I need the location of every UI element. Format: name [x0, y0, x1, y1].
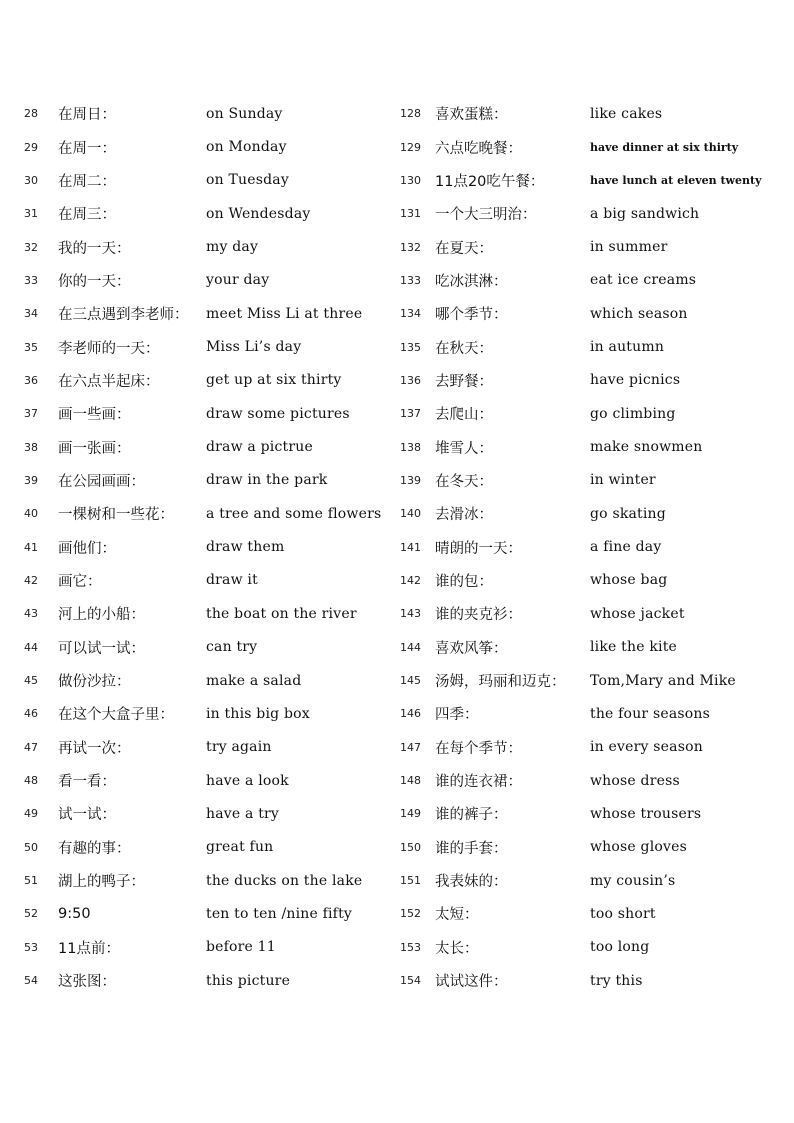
vocab-row	[400, 897, 780, 930]
left-vocabulary-column	[24, 97, 394, 997]
item-number: 149	[400, 807, 421, 821]
chinese-phrase: 这张图：	[58, 974, 116, 991]
english-phrase: my day	[206, 239, 259, 256]
vocab-row	[24, 631, 394, 664]
english-phrase: try this	[590, 972, 643, 989]
chinese-phrase: 在周三：	[58, 207, 116, 224]
vocab-row	[24, 197, 394, 230]
chinese-phrase: 在周一：	[58, 140, 116, 157]
vocab-row	[24, 97, 394, 130]
vocab-row	[24, 864, 394, 897]
item-number: 35	[24, 340, 38, 354]
english-phrase: go climbing	[590, 405, 676, 422]
vocab-row	[24, 130, 394, 163]
english-phrase: Miss Li’s day	[206, 339, 302, 356]
vocab-row	[400, 297, 780, 330]
vocab-row	[400, 530, 780, 563]
item-number: 128	[400, 107, 421, 121]
item-number: 150	[400, 840, 421, 854]
english-phrase: make snowmen	[590, 439, 703, 456]
vocab-row	[24, 530, 394, 563]
vocab-row	[24, 964, 394, 997]
vocab-row	[24, 764, 394, 797]
english-phrase: whose jacket	[590, 605, 685, 622]
english-phrase: whose dress	[590, 772, 680, 789]
item-number: 139	[400, 473, 421, 487]
chinese-phrase: 在三点遇到李老师：	[58, 307, 189, 324]
chinese-phrase: 在冬天：	[435, 473, 493, 490]
vocab-row	[400, 197, 780, 230]
item-number: 49	[24, 807, 38, 821]
vocab-row	[400, 731, 780, 764]
vocab-row	[400, 597, 780, 630]
vocab-row	[24, 731, 394, 764]
item-number: 41	[24, 540, 38, 554]
chinese-phrase: 四季：	[435, 707, 479, 724]
chinese-phrase: 谁的连衣裙：	[435, 774, 522, 791]
vocab-row	[24, 264, 394, 297]
item-number: 140	[400, 507, 421, 521]
item-number: 45	[24, 674, 38, 688]
vocab-row	[24, 664, 394, 697]
item-number: 47	[24, 740, 38, 754]
item-number: 134	[400, 307, 421, 321]
english-phrase: have a look	[206, 772, 289, 789]
chinese-phrase: 9:50	[58, 905, 91, 922]
vocab-row	[24, 164, 394, 197]
chinese-phrase: 李老师的一天：	[58, 340, 160, 357]
vocab-row	[24, 697, 394, 730]
item-number: 129	[400, 140, 421, 154]
english-phrase: get up at six thirty	[206, 372, 342, 389]
vocab-row	[400, 664, 780, 697]
item-number: 144	[400, 640, 421, 654]
chinese-phrase: 做份沙拉：	[58, 674, 131, 691]
english-phrase: on Sunday	[206, 105, 283, 122]
english-phrase: in this big box	[206, 705, 310, 722]
english-phrase: draw them	[206, 539, 285, 556]
item-number: 151	[400, 874, 421, 888]
item-number: 138	[400, 440, 421, 454]
english-phrase: go skating	[590, 505, 666, 522]
vocab-row	[24, 831, 394, 864]
chinese-phrase: 画一些画：	[58, 407, 131, 424]
item-number: 153	[400, 940, 421, 954]
vocab-row	[400, 330, 780, 363]
vocab-row	[400, 931, 780, 964]
item-number: 145	[400, 674, 421, 688]
chinese-phrase: 哪个季节：	[435, 307, 508, 324]
vocab-row	[24, 230, 394, 263]
vocab-row	[24, 597, 394, 630]
item-number: 39	[24, 473, 38, 487]
chinese-phrase: 看一看：	[58, 774, 116, 791]
english-phrase: make a salad	[206, 672, 302, 689]
english-phrase: your day	[206, 272, 270, 289]
chinese-phrase: 喜欢蛋糕：	[435, 107, 508, 124]
english-phrase: Tom,Mary and Mike	[590, 672, 736, 689]
chinese-phrase: 你的一天：	[58, 273, 131, 290]
vocab-row	[400, 364, 780, 397]
item-number: 132	[400, 240, 421, 254]
chinese-phrase: 堆雪人：	[435, 440, 493, 457]
vocab-row	[400, 864, 780, 897]
vocab-row	[24, 430, 394, 463]
item-number: 135	[400, 340, 421, 354]
english-phrase: the four seasons	[590, 705, 710, 722]
vocab-row	[400, 964, 780, 997]
chinese-phrase: 再试一次：	[58, 740, 131, 757]
item-number: 40	[24, 507, 38, 521]
english-phrase: before 11	[206, 939, 276, 956]
vocab-row	[400, 430, 780, 463]
item-number: 31	[24, 207, 38, 221]
chinese-phrase: 在六点半起床：	[58, 373, 160, 390]
chinese-phrase: 在秋天：	[435, 340, 493, 357]
english-phrase: on Tuesday	[206, 172, 289, 189]
item-number: 50	[24, 840, 38, 854]
item-number: 54	[24, 974, 38, 988]
chinese-phrase: 去滑冰：	[435, 507, 493, 524]
item-number: 148	[400, 774, 421, 788]
chinese-phrase: 画他们：	[58, 540, 116, 557]
chinese-phrase: 太短：	[435, 907, 479, 924]
english-phrase: like cakes	[590, 105, 663, 122]
english-phrase: a big sandwich	[590, 205, 700, 222]
item-number: 143	[400, 607, 421, 621]
english-phrase: my cousin’s	[590, 872, 676, 889]
vocab-row	[400, 464, 780, 497]
item-number: 136	[400, 373, 421, 387]
chinese-phrase: 谁的裤子：	[435, 807, 508, 824]
chinese-phrase: 在公园画画：	[58, 473, 145, 490]
english-phrase: this picture	[206, 972, 291, 989]
chinese-phrase: 在周日：	[58, 107, 116, 124]
english-phrase: on Monday	[206, 139, 287, 156]
english-phrase: eat ice creams	[590, 272, 697, 289]
chinese-phrase: 河上的小船：	[58, 607, 145, 624]
english-phrase: on Wendesday	[206, 205, 311, 222]
vocab-row	[400, 797, 780, 830]
item-number: 30	[24, 173, 38, 187]
vocab-row	[400, 564, 780, 597]
vocab-row	[400, 230, 780, 263]
item-number: 37	[24, 407, 38, 421]
chinese-phrase: 11点20吃午餐：	[435, 173, 545, 190]
chinese-phrase: 有趣的事：	[58, 840, 131, 857]
item-number: 36	[24, 373, 38, 387]
chinese-phrase: 在夏天：	[435, 240, 493, 257]
item-number: 29	[24, 140, 38, 154]
english-phrase: try again	[206, 739, 272, 756]
vocab-row	[24, 931, 394, 964]
chinese-phrase: 太长：	[435, 940, 479, 957]
english-phrase: draw some pictures	[206, 405, 350, 422]
item-number: 48	[24, 774, 38, 788]
vocab-row	[400, 831, 780, 864]
item-number: 53	[24, 940, 38, 954]
chinese-phrase: 谁的手套：	[435, 840, 508, 857]
english-phrase: like the kite	[590, 639, 678, 656]
chinese-phrase: 画它：	[58, 573, 102, 590]
english-phrase: have lunch at eleven twenty	[590, 173, 762, 187]
english-phrase: in summer	[590, 239, 668, 256]
english-phrase: draw a pictrue	[206, 439, 313, 456]
vocab-row	[400, 497, 780, 530]
vocab-row	[400, 130, 780, 163]
vocab-row	[400, 97, 780, 130]
chinese-phrase: 画一张画：	[58, 440, 131, 457]
vocab-row	[400, 164, 780, 197]
chinese-phrase: 六点吃晚餐：	[435, 140, 522, 157]
right-vocabulary-column	[400, 97, 780, 997]
vocab-row	[400, 764, 780, 797]
item-number: 137	[400, 407, 421, 421]
vocab-row	[400, 631, 780, 664]
english-phrase: which season	[590, 305, 688, 322]
item-number: 42	[24, 573, 38, 587]
vocab-row	[24, 364, 394, 397]
chinese-phrase: 一棵树和一些花：	[58, 507, 174, 524]
vocab-row	[24, 330, 394, 363]
chinese-phrase: 试一试：	[58, 807, 116, 824]
chinese-phrase: 去爬山：	[435, 407, 493, 424]
vocab-row	[24, 797, 394, 830]
item-number: 131	[400, 207, 421, 221]
vocab-row	[24, 397, 394, 430]
english-phrase: too long	[590, 939, 650, 956]
english-phrase: the ducks on the lake	[206, 872, 363, 889]
item-number: 34	[24, 307, 38, 321]
english-phrase: in every season	[590, 739, 703, 756]
item-number: 32	[24, 240, 38, 254]
chinese-phrase: 一个大三明治：	[435, 207, 537, 224]
english-phrase: can try	[206, 639, 258, 656]
chinese-phrase: 试试这件：	[435, 974, 508, 991]
english-phrase: have a try	[206, 805, 280, 822]
vocab-row	[24, 897, 394, 930]
english-phrase: in autumn	[590, 339, 665, 356]
english-phrase: whose trousers	[590, 805, 702, 822]
item-number: 133	[400, 273, 421, 287]
vocab-row	[24, 297, 394, 330]
item-number: 142	[400, 573, 421, 587]
chinese-phrase: 汤姆，玛丽和迈克：	[435, 674, 566, 691]
english-phrase: draw in the park	[206, 472, 328, 489]
item-number: 147	[400, 740, 421, 754]
vocab-row	[400, 264, 780, 297]
chinese-phrase: 去野餐：	[435, 373, 493, 390]
english-phrase: meet Miss Li at three	[206, 305, 363, 322]
item-number: 38	[24, 440, 38, 454]
english-phrase: a fine day	[590, 539, 662, 556]
item-number: 44	[24, 640, 38, 654]
english-phrase: great fun	[206, 839, 274, 856]
english-phrase: whose gloves	[590, 839, 687, 856]
item-number: 46	[24, 707, 38, 721]
english-phrase: a tree and some flowers	[206, 505, 382, 522]
item-number: 51	[24, 874, 38, 888]
english-phrase: have picnics	[590, 372, 681, 389]
chinese-phrase: 在这个大盒子里：	[58, 707, 174, 724]
chinese-phrase: 在周二：	[58, 173, 116, 190]
chinese-phrase: 在每个季节：	[435, 740, 522, 757]
english-phrase: have dinner at six thirty	[590, 140, 739, 154]
chinese-phrase: 喜欢风筝：	[435, 640, 508, 657]
chinese-phrase: 谁的夹克衫：	[435, 607, 522, 624]
chinese-phrase: 晴朗的一天：	[435, 540, 522, 557]
item-number: 146	[400, 707, 421, 721]
item-number: 43	[24, 607, 38, 621]
chinese-phrase: 可以试一试：	[58, 640, 145, 657]
vocab-row	[400, 697, 780, 730]
vocab-row	[24, 464, 394, 497]
chinese-phrase: 我的一天：	[58, 240, 131, 257]
vocab-row	[24, 497, 394, 530]
chinese-phrase: 11点前：	[58, 940, 120, 957]
item-number: 154	[400, 974, 421, 988]
item-number: 52	[24, 907, 38, 921]
item-number: 141	[400, 540, 421, 554]
english-phrase: too short	[590, 905, 656, 922]
item-number: 28	[24, 107, 38, 121]
english-phrase: in winter	[590, 472, 656, 489]
vocab-row	[24, 564, 394, 597]
vocab-row	[400, 397, 780, 430]
item-number: 33	[24, 273, 38, 287]
item-number: 152	[400, 907, 421, 921]
chinese-phrase: 吃冰淇淋：	[435, 273, 508, 290]
english-phrase: whose bag	[590, 572, 668, 589]
chinese-phrase: 湖上的鸭子：	[58, 874, 145, 891]
chinese-phrase: 我表妹的：	[435, 874, 508, 891]
english-phrase: draw it	[206, 572, 258, 589]
english-phrase: the boat on the river	[206, 605, 357, 622]
chinese-phrase: 谁的包：	[435, 573, 493, 590]
english-phrase: ten to ten /nine fifty	[206, 905, 352, 922]
item-number: 130	[400, 173, 421, 187]
